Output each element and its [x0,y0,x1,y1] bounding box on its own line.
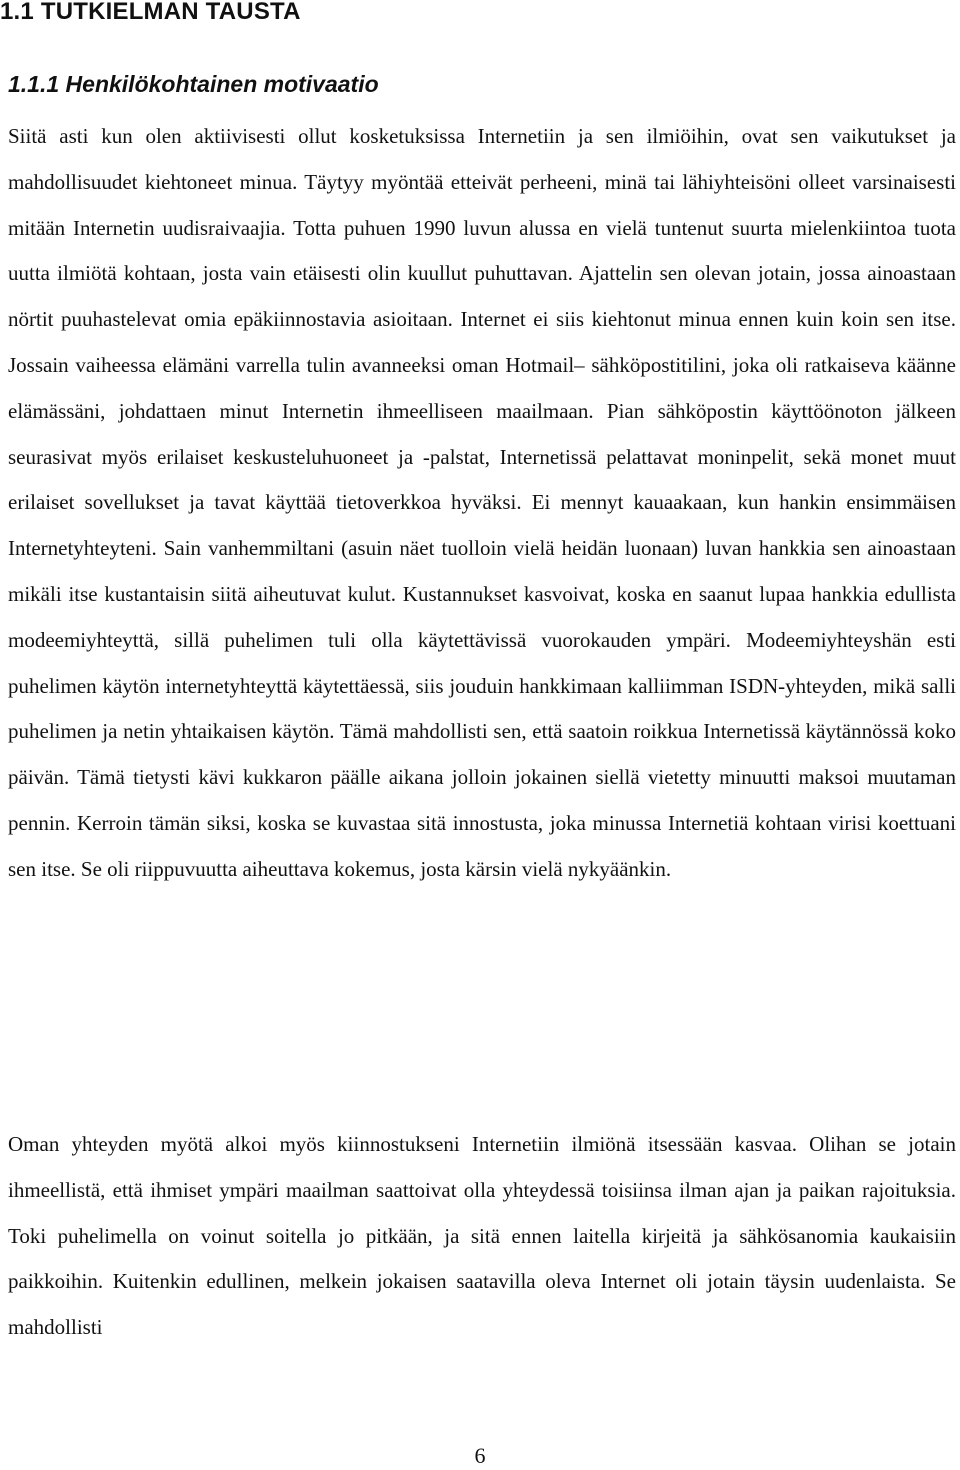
subsection-heading: 1.1.1 Henkilökohtainen motivaatio [8,71,379,97]
body-paragraph-1: Siitä asti kun olen aktiivisesti ollut kosketuksissa Internetiin ja sen ilmiöihin, ovat sen vaikutukset ja mahdollisuudet kiehtoneet minua. Täytyy myöntää etteivät perheeni, minä tai lähiyhteisöni olleet varsinaisesti mitään Internetin uudisraivaajia. Totta puhuen 1990 luvun alussa en vielä tuntenut suurta mielenkiintoa tuota uutta ilmiötä kohtaan, josta vain etäisesti olin kuullut puhuttavan. Ajattelin sen olevan jotain, jossa ainoastaan nörtit puuhastelevat omia epäkiinnostavia asioitaan. Internet ei siis kiehtonut minua ennen kuin koin sen itse. Jossain vaiheessa elämäni varrella tulin avanneeksi oman Hotmail– sähköpostitilini, joka oli ratkaiseva käänne elämässäni, johdattaen minut Internetin ihmeelliseen maailmaan. Pian sähköpostin käyttöönoton jälkeen seurasivat myös erilaiset keskusteluhuoneet ja -palstat, Internetissä pelattavat moninpelit, sekä monet muut erilaiset sovellukset ja tavat käyttää tietoverkkoa hyväksi. Ei mennyt kauaakaan, kun hankin ensimmäisen Internetyhteyteni. Sain vanhemmiltani (asuin näet tuolloin vielä heidän luonaan) luvan hankkia sen ainoastaan mikäli itse kustantaisin siitä aiheutuvat kulut. Kustannukset kasvoivat, koska en saanut lupaa hankkia edullista modeemiyhteyttä, sillä puhelimen tuli olla käytettävissä vuorokauden ympäri. Modeemiyhteyshän esti puhelimen käytön internetyhteyttä käytettäessä, siis jouduin hankkimaan kalliimman ISDN-yhteyden, mikä salli puhelimen ja netin yhtaikaisen käytön. Tämä mahdollisti sen, että saatoin roikkua Internetissä käytännössä koko päivän. Tämä tietysti kävi kukkaron päälle aikana jolloin jokainen siellä vietetty minuutti maksoi muutaman pennin. Kerroin tämän siksi, koska se kuvastaa sitä innostusta, joka minussa Internetiä kohtaan virisi koettuani sen itse. Se oli riippuvuutta aiheuttava kokemus, josta kärsin vielä nykyäänkin. [8,124,956,881]
body-paragraph-2: Oman yhteyden myötä alkoi myös kiinnostukseni Internetiin ilmiönä itsessään kasvaa. Olihan se jotain ihmeellistä, että ihmiset ympäri maailman saattoivat olla yhteydessä toisiinsa ilman ajan ja paikan rajoituksia. Toki puhelimella on voinut soitella jo pitkään, ja sitä ennen laitella kirjeitä ja sähkösanomia kaukaisiin paikkoihin. Kuitenkin edullinen, melkein jokaisen saatavilla oleva Internet oli jotain täysin uudenlaista. Se mahdollisti [8,1132,956,1340]
section-heading: 1.1 TUTKIELMAN TAUSTA [0,0,301,25]
page-number: 6 [474,1443,486,1468]
